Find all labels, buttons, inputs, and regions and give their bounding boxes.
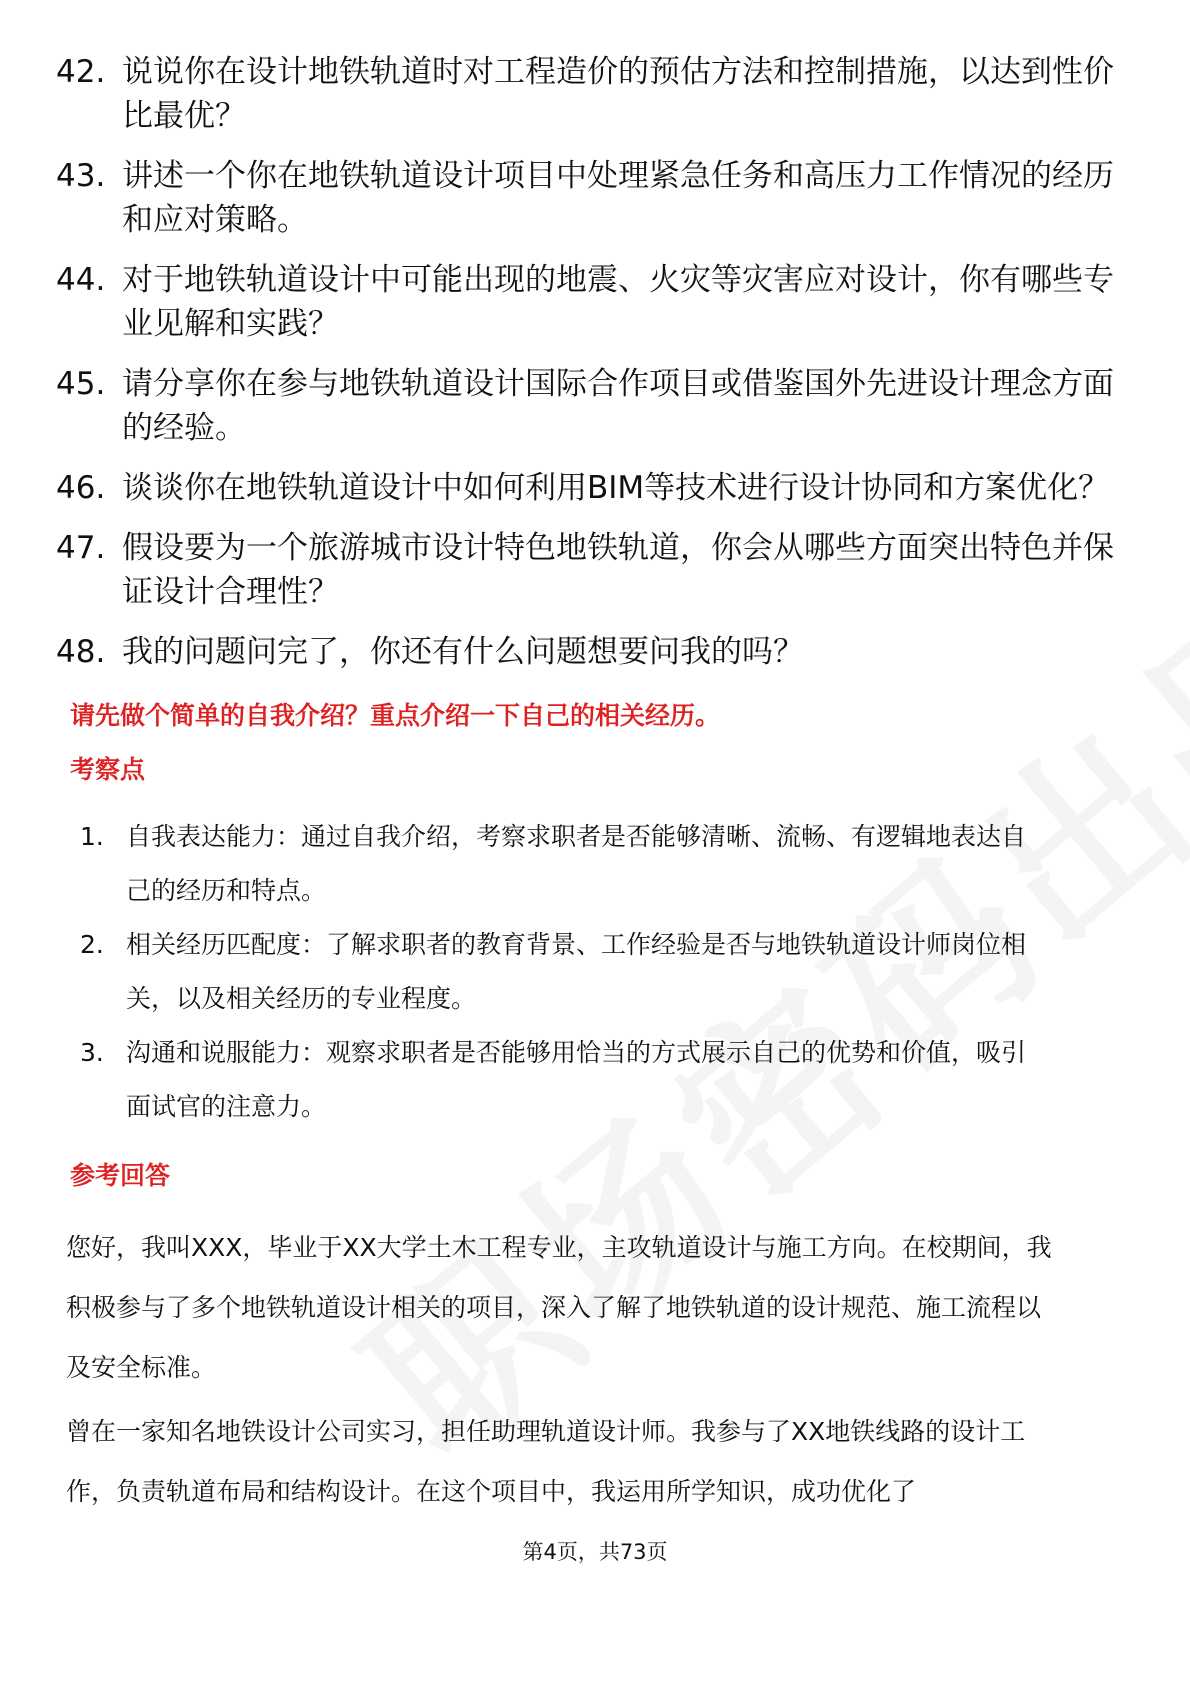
question-number: 44. [56, 262, 106, 298]
list-item [80, 810, 1050, 918]
question-list [56, 50, 1116, 690]
question-number: 45. [56, 366, 106, 402]
answer-paragraph: 您好，我叫XXX，毕业于XX大学土木工程专业，主攻轨道设计与施工方向。在校期间，我积极参与了多个地铁轨道设计相关的项目，深入了解了地铁轨道的设计规范、施工流程以及安全标准。 [66, 1233, 1052, 1382]
list-item [80, 918, 1050, 1026]
point-text: 自我表达能力：通过自我介绍，考察求职者是否能够清晰、流畅、有逻辑地表达自己的经历和特点。 [126, 822, 1027, 905]
question-text: 我的问题问完了，你还有什么问题想要问我的吗？ [122, 634, 804, 670]
interview-question-title: 请先做个简单的自我介绍？重点介绍一下自己的相关经历。 [70, 701, 721, 730]
point-number: 3. [80, 1038, 104, 1067]
point-number: 2. [80, 930, 104, 959]
list-item [56, 50, 1116, 138]
question-number: 42. [56, 54, 106, 90]
question-text: 谈谈你在地铁轨道设计中如何利用BIM等技术进行设计协同和方案优化？ [122, 470, 1110, 506]
assessment-heading: 考察点 [70, 755, 146, 784]
question-number: 43. [56, 158, 106, 194]
point-text: 沟通和说服能力：观察求职者是否能够用恰当的方式展示自己的优势和价值，吸引面试官的注意力。 [126, 1038, 1027, 1121]
list-item [80, 1026, 1050, 1134]
assessment-points [80, 810, 1050, 1134]
list-item [56, 526, 1116, 614]
list-item [56, 466, 1116, 510]
page-number: 第4页，共73页 [522, 1540, 668, 1564]
list-item [56, 258, 1116, 346]
question-text: 讲述一个你在地铁轨道设计项目中处理紧急任务和高压力工作情况的经历和应对策略。 [122, 158, 1114, 238]
list-item [56, 154, 1116, 242]
question-number: 47. [56, 530, 106, 566]
point-number: 1. [80, 822, 104, 851]
question-text: 假设要为一个旅游城市设计特色地铁轨道，你会从哪些方面突出特色并保证设计合理性？ [122, 530, 1114, 610]
answer-heading: 参考回答 [70, 1161, 171, 1190]
answer-paragraph: 曾在一家知名地铁设计公司实习，担任助理轨道设计师。我参与了XX地铁线路的设计工作，负责轨道布局和结构设计。在这个项目中，我运用所学知识，成功优化了 [66, 1417, 1026, 1506]
point-text: 相关经历匹配度：了解求职者的教育背景、工作经验是否与地铁轨道设计师岗位相关，以及相关经历的专业程度。 [126, 930, 1027, 1013]
question-text: 对于地铁轨道设计中可能出现的地震、火灾等灾害应对设计，你有哪些专业见解和实践？ [122, 262, 1114, 342]
question-text: 请分享你在参与地铁轨道设计国际合作项目或借鉴国外先进设计理念方面的经验。 [122, 366, 1114, 446]
question-number: 48. [56, 634, 106, 670]
list-item [56, 630, 1116, 674]
question-text: 说说你在设计地铁轨道时对工程造价的预估方法和控制措施，以达到性价比最优？ [122, 54, 1114, 134]
question-number: 46. [56, 470, 106, 506]
list-item [56, 362, 1116, 450]
